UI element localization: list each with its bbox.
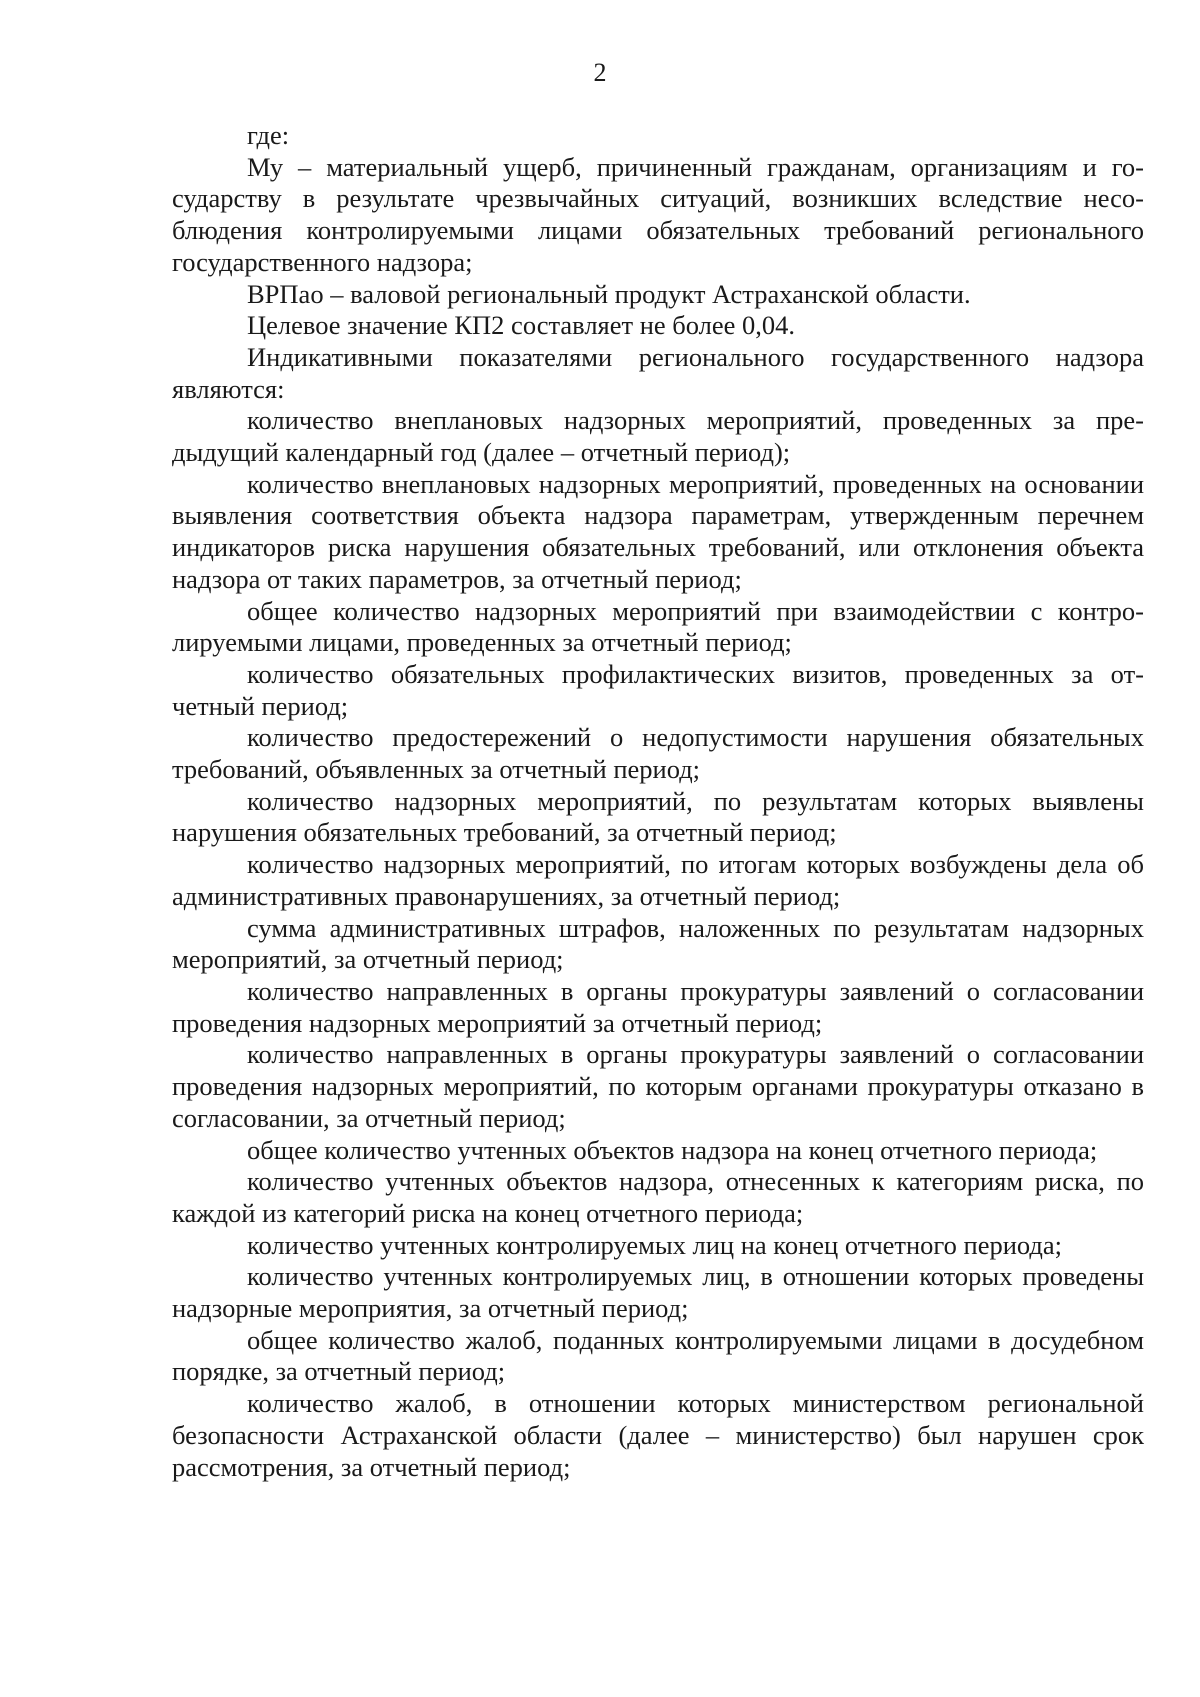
indicator-item: количество предостережений о недопустимости нарушения обязательных требований, объявленных за отчетный период;	[172, 722, 1144, 785]
indicator-item: общее количество жалоб, поданных контролируемыми лицами в досудебном порядке, за отчетный период;	[172, 1324, 1144, 1387]
indicator-item: количество направленных в органы прокуратуры заявлений о согласовании проведения надзорных мероприятий за отчетный период;	[172, 975, 1144, 1038]
paragraph-indicators-intro: Индикативными показателями регионального государственного надзора являются:	[172, 341, 1144, 404]
page-number: 2	[593, 58, 607, 87]
indicator-item: количество направленных в органы прокуратуры заявлений о согласовании проведения надзорных мероприятий, по которым органами прокуратуры отказано в согласовании, за отчетный период;	[172, 1039, 1144, 1133]
indicator-item: количество учтенных контролируемых лиц на конец отчетного периода;	[247, 1229, 1062, 1260]
indicator-item: количество жалоб, в отношении которых министерством региональной безопасности Астраханской области (далее – министерство) был нарушен срок рассмотрения, за отчетный период;	[172, 1388, 1144, 1482]
paragraph-grp-definition: ВРПао – валовой региональный продукт Астраханской области.	[247, 278, 971, 309]
indicator-item: количество надзорных мероприятий, по результатам которых выявлены нарушения обязательных требований, за отчетный период;	[172, 785, 1144, 848]
indicator-item: количество внеплановых надзорных мероприятий, проведенных за предыдущий календарный год (далее – отчетный период);	[172, 405, 1144, 468]
indicator-item: количество учтенных объектов надзора, отнесенных к категориям риска, по каждой из категорий риска на конец отчетного периода;	[172, 1166, 1144, 1228]
indicator-item: количество учтенных контролируемых лиц, в отношении которых проведены надзорные мероприятия, за отчетный период;	[172, 1261, 1144, 1324]
document-body	[172, 120, 1144, 1483]
indicator-item: общее количество учтенных объектов надзора на конец отчетного периода;	[247, 1134, 1098, 1165]
indicator-item: количество обязательных профилактических визитов, проведенных за отчетный период;	[172, 658, 1144, 721]
indicator-item: общее количество надзорных мероприятий при взаимодействии с контролируемыми лицами, проведенных за отчетный период;	[172, 595, 1144, 658]
paragraph-target-value: Целевое значение КП2 составляет не более 0,04.	[247, 310, 796, 341]
paragraph-where: где:	[247, 120, 290, 150]
paragraph-material-damage-definition: Му – материальный ущерб, причиненный гражданам, организациям и государству в результате чрезвычайных ситуаций, возникших вследствие несоблюдения контролируемыми лицами обязательных требований регионального государственного надзора;	[172, 151, 1144, 277]
indicator-item: сумма административных штрафов, наложенных по результатам надзорных мероприятий, за отчетный период;	[172, 912, 1144, 975]
indicator-item: количество внеплановых надзорных мероприятий, проведенных на основании выявления соответствия объекта надзора параметрам, утвержденным перечнем индикаторов риска нарушения обязательных требований, или отклонения объекта надзора от таких параметров, за отчетный период;	[172, 468, 1144, 594]
indicator-item: количество надзорных мероприятий, по итогам которых возбуждены дела об административных правонарушениях, за отчетный период;	[172, 849, 1144, 911]
